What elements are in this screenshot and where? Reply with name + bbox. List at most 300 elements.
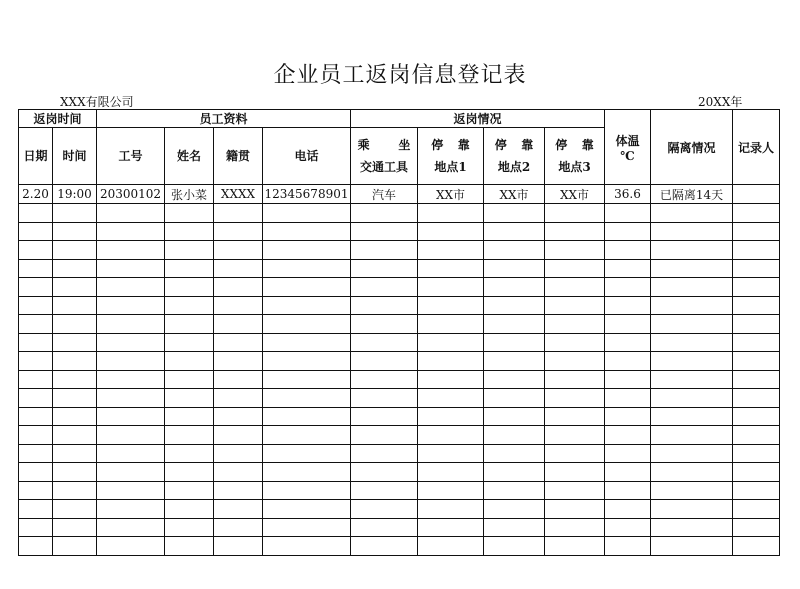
cell-stop3[interactable] <box>545 352 605 371</box>
cell-time[interactable] <box>53 500 97 519</box>
cell-name[interactable] <box>165 204 214 223</box>
cell-employee-id[interactable] <box>97 204 165 223</box>
cell-time[interactable] <box>53 241 97 260</box>
cell-stop3[interactable] <box>545 241 605 260</box>
cell-phone[interactable] <box>263 537 351 556</box>
cell-time[interactable] <box>53 204 97 223</box>
cell-recorder[interactable] <box>733 389 780 408</box>
cell-origin[interactable] <box>214 352 263 371</box>
cell-recorder[interactable] <box>733 296 780 315</box>
cell-date[interactable] <box>19 296 53 315</box>
table-row <box>19 241 780 260</box>
cell-phone[interactable] <box>263 500 351 519</box>
cell-phone[interactable] <box>263 222 351 241</box>
cell-transport[interactable] <box>351 204 418 223</box>
cell-stop3[interactable] <box>545 278 605 297</box>
cell-origin[interactable] <box>214 407 263 426</box>
cell-employee-id[interactable] <box>97 315 165 334</box>
cell-stop1[interactable] <box>418 426 484 445</box>
cell-stop1[interactable] <box>418 463 484 482</box>
table-row <box>19 296 780 315</box>
cell-employee-id[interactable] <box>97 352 165 371</box>
cell-stop2[interactable] <box>484 500 545 519</box>
cell-name[interactable] <box>165 333 214 352</box>
cell-stop2[interactable] <box>484 241 545 260</box>
cell-quarantine[interactable] <box>651 352 733 371</box>
cell-stop1[interactable] <box>418 278 484 297</box>
cell-name[interactable] <box>165 537 214 556</box>
cell-phone[interactable] <box>263 407 351 426</box>
cell-stop3[interactable] <box>545 370 605 389</box>
cell-transport[interactable] <box>351 352 418 371</box>
cell-recorder[interactable] <box>733 370 780 389</box>
cell-transport[interactable] <box>351 518 418 537</box>
cell-recorder[interactable] <box>733 185 780 204</box>
cell-temperature[interactable] <box>605 296 651 315</box>
cell-phone[interactable] <box>263 426 351 445</box>
cell-employee-id[interactable] <box>97 463 165 482</box>
cell-recorder[interactable] <box>733 315 780 334</box>
cell-origin[interactable] <box>214 333 263 352</box>
cell-transport[interactable] <box>351 278 418 297</box>
table-row <box>19 500 780 519</box>
cell-temperature[interactable] <box>605 315 651 334</box>
cell-temperature[interactable] <box>605 241 651 260</box>
cell-origin[interactable] <box>214 500 263 519</box>
table-row <box>19 259 780 278</box>
header-stop1-char1: 停 <box>431 138 444 152</box>
header-time: 时间 <box>53 128 97 185</box>
cell-temperature[interactable] <box>605 222 651 241</box>
cell-phone[interactable] <box>263 444 351 463</box>
cell-time[interactable] <box>53 259 97 278</box>
cell-temperature[interactable] <box>605 500 651 519</box>
cell-stop3[interactable] <box>545 333 605 352</box>
cell-stop3[interactable] <box>545 389 605 408</box>
cell-temperature[interactable] <box>605 259 651 278</box>
cell-time[interactable] <box>53 463 97 482</box>
header-temperature-label: 体温 <box>615 133 640 148</box>
cell-stop3[interactable] <box>545 518 605 537</box>
page-title: 企业员工返岗信息登记表 <box>273 63 527 88</box>
cell-time[interactable] <box>53 333 97 352</box>
cell-employee-id[interactable] <box>97 278 165 297</box>
cell-stop3[interactable] <box>545 463 605 482</box>
header-origin: 籍贯 <box>214 128 263 185</box>
cell-time[interactable] <box>53 537 97 556</box>
cell-name[interactable] <box>165 315 214 334</box>
cell-origin[interactable] <box>214 463 263 482</box>
cell-name[interactable] <box>165 259 214 278</box>
cell-quarantine[interactable] <box>651 222 733 241</box>
cell-quarantine[interactable]: 已隔离14天 <box>651 185 733 204</box>
cell-quarantine[interactable] <box>651 315 733 334</box>
cell-quarantine[interactable] <box>651 407 733 426</box>
cell-stop1[interactable]: XX市 <box>418 185 484 204</box>
cell-time[interactable] <box>53 370 97 389</box>
cell-recorder[interactable] <box>733 518 780 537</box>
cell-name[interactable] <box>165 481 214 500</box>
cell-time[interactable] <box>53 426 97 445</box>
cell-stop2[interactable] <box>484 463 545 482</box>
cell-time[interactable] <box>53 389 97 408</box>
cell-stop2[interactable] <box>484 444 545 463</box>
cell-stop1[interactable] <box>418 315 484 334</box>
cell-phone[interactable] <box>263 481 351 500</box>
cell-date[interactable] <box>19 222 53 241</box>
cell-quarantine[interactable] <box>651 444 733 463</box>
cell-employee-id[interactable] <box>97 481 165 500</box>
cell-name[interactable] <box>165 389 214 408</box>
cell-stop2[interactable] <box>484 204 545 223</box>
cell-quarantine[interactable] <box>651 259 733 278</box>
cell-name[interactable] <box>165 296 214 315</box>
cell-date[interactable] <box>19 278 53 297</box>
cell-stop2[interactable] <box>484 426 545 445</box>
cell-date[interactable] <box>19 389 53 408</box>
cell-date[interactable] <box>19 204 53 223</box>
cell-date[interactable] <box>19 426 53 445</box>
cell-name[interactable] <box>165 370 214 389</box>
cell-stop2[interactable] <box>484 315 545 334</box>
header-stop3 <box>545 128 605 185</box>
cell-temperature[interactable] <box>605 537 651 556</box>
cell-phone[interactable] <box>263 241 351 260</box>
cell-quarantine[interactable] <box>651 500 733 519</box>
registration-table <box>18 109 780 556</box>
cell-recorder[interactable] <box>733 481 780 500</box>
cell-date[interactable] <box>19 407 53 426</box>
cell-stop2[interactable] <box>484 333 545 352</box>
header-return-time: 返岗时间 <box>19 110 97 128</box>
cell-stop2[interactable] <box>484 389 545 408</box>
cell-recorder[interactable] <box>733 444 780 463</box>
cell-time[interactable]: 19:00 <box>53 185 97 204</box>
cell-transport[interactable] <box>351 407 418 426</box>
cell-phone[interactable] <box>263 315 351 334</box>
cell-quarantine[interactable] <box>651 463 733 482</box>
cell-time[interactable] <box>53 315 97 334</box>
table-row <box>19 278 780 297</box>
cell-temperature[interactable] <box>605 426 651 445</box>
cell-stop2[interactable] <box>484 259 545 278</box>
cell-transport[interactable] <box>351 370 418 389</box>
cell-origin[interactable] <box>214 315 263 334</box>
cell-date[interactable] <box>19 333 53 352</box>
header-stop3-char2: 靠 <box>581 138 594 152</box>
table-row <box>19 185 780 204</box>
cell-employee-id[interactable] <box>97 370 165 389</box>
cell-temperature[interactable] <box>605 278 651 297</box>
cell-employee-id[interactable] <box>97 296 165 315</box>
company-name: XXX有限公司 <box>60 95 134 109</box>
cell-stop3[interactable] <box>545 481 605 500</box>
table-row <box>19 518 780 537</box>
cell-stop2[interactable] <box>484 222 545 241</box>
cell-name[interactable] <box>165 241 214 260</box>
cell-time[interactable] <box>53 518 97 537</box>
cell-employee-id[interactable] <box>97 389 165 408</box>
cell-stop2[interactable] <box>484 481 545 500</box>
cell-stop1[interactable] <box>418 352 484 371</box>
cell-date[interactable] <box>19 500 53 519</box>
cell-recorder[interactable] <box>733 537 780 556</box>
cell-date[interactable] <box>19 241 53 260</box>
cell-stop3[interactable] <box>545 259 605 278</box>
cell-stop1[interactable] <box>418 481 484 500</box>
cell-recorder[interactable] <box>733 407 780 426</box>
cell-date[interactable] <box>19 463 53 482</box>
cell-phone[interactable] <box>263 370 351 389</box>
cell-transport[interactable] <box>351 444 418 463</box>
cell-stop2[interactable] <box>484 370 545 389</box>
cell-date[interactable] <box>19 481 53 500</box>
cell-origin[interactable] <box>214 296 263 315</box>
cell-quarantine[interactable] <box>651 333 733 352</box>
cell-stop1[interactable] <box>418 296 484 315</box>
cell-employee-id[interactable] <box>97 537 165 556</box>
header-temperature-unit: ℃ <box>620 148 635 163</box>
cell-quarantine[interactable] <box>651 296 733 315</box>
cell-date[interactable] <box>19 444 53 463</box>
table-row <box>19 315 780 334</box>
cell-transport[interactable]: 汽车 <box>351 185 418 204</box>
header-stop1-char2: 靠 <box>457 138 470 152</box>
cell-time[interactable] <box>53 481 97 500</box>
cell-stop1[interactable] <box>418 518 484 537</box>
cell-stop3[interactable] <box>545 537 605 556</box>
cell-employee-id[interactable] <box>97 241 165 260</box>
cell-recorder[interactable] <box>733 241 780 260</box>
cell-name[interactable]: 张小菜 <box>165 185 214 204</box>
header-name: 姓名 <box>165 128 214 185</box>
cell-employee-id[interactable] <box>97 259 165 278</box>
cell-stop2[interactable] <box>484 278 545 297</box>
cell-employee-id[interactable] <box>97 426 165 445</box>
cell-recorder[interactable] <box>733 222 780 241</box>
cell-recorder[interactable] <box>733 500 780 519</box>
cell-transport[interactable] <box>351 481 418 500</box>
cell-name[interactable] <box>165 463 214 482</box>
cell-stop1[interactable] <box>418 537 484 556</box>
cell-phone[interactable] <box>263 352 351 371</box>
cell-stop3[interactable] <box>545 407 605 426</box>
cell-time[interactable] <box>53 407 97 426</box>
cell-stop3[interactable] <box>545 444 605 463</box>
cell-name[interactable] <box>165 518 214 537</box>
cell-employee-id[interactable] <box>97 518 165 537</box>
cell-employee-id[interactable] <box>97 222 165 241</box>
cell-stop1[interactable] <box>418 407 484 426</box>
cell-time[interactable] <box>53 296 97 315</box>
cell-origin[interactable] <box>214 259 263 278</box>
cell-stop3[interactable] <box>545 204 605 223</box>
cell-stop3[interactable] <box>545 296 605 315</box>
cell-transport[interactable] <box>351 389 418 408</box>
cell-origin[interactable] <box>214 278 263 297</box>
cell-stop3[interactable] <box>545 222 605 241</box>
cell-time[interactable] <box>53 222 97 241</box>
cell-quarantine[interactable] <box>651 278 733 297</box>
cell-name[interactable] <box>165 500 214 519</box>
cell-phone[interactable] <box>263 333 351 352</box>
table-row <box>19 407 780 426</box>
cell-stop1[interactable] <box>418 222 484 241</box>
cell-origin[interactable] <box>214 481 263 500</box>
header-temperature <box>605 110 651 185</box>
header-return-status: 返岗情况 <box>351 110 605 128</box>
cell-transport[interactable] <box>351 537 418 556</box>
cell-date[interactable] <box>19 370 53 389</box>
cell-quarantine[interactable] <box>651 537 733 556</box>
cell-name[interactable] <box>165 426 214 445</box>
header-stop2-line2: 地点2 <box>497 160 531 174</box>
table-row <box>19 481 780 500</box>
cell-transport[interactable] <box>351 500 418 519</box>
table-row <box>19 426 780 445</box>
cell-stop1[interactable] <box>418 370 484 389</box>
cell-stop2[interactable]: XX市 <box>484 185 545 204</box>
cell-stop2[interactable] <box>484 518 545 537</box>
header-transport-char1: 乘 <box>357 138 370 152</box>
header-stop2-char2: 靠 <box>521 138 534 152</box>
cell-temperature[interactable] <box>605 407 651 426</box>
cell-temperature[interactable]: 36.6 <box>605 185 651 204</box>
cell-transport[interactable] <box>351 426 418 445</box>
cell-phone[interactable] <box>263 278 351 297</box>
cell-phone[interactable] <box>263 296 351 315</box>
cell-origin[interactable] <box>214 426 263 445</box>
cell-stop3[interactable] <box>545 426 605 445</box>
cell-date[interactable] <box>19 315 53 334</box>
table-row <box>19 204 780 223</box>
cell-recorder[interactable] <box>733 278 780 297</box>
cell-temperature[interactable] <box>605 389 651 408</box>
cell-stop2[interactable] <box>484 352 545 371</box>
cell-temperature[interactable] <box>605 463 651 482</box>
cell-recorder[interactable] <box>733 463 780 482</box>
cell-stop1[interactable] <box>418 500 484 519</box>
cell-stop3[interactable] <box>545 500 605 519</box>
table-row <box>19 352 780 371</box>
cell-transport[interactable] <box>351 296 418 315</box>
cell-temperature[interactable] <box>605 481 651 500</box>
cell-origin[interactable] <box>214 389 263 408</box>
cell-recorder[interactable] <box>733 426 780 445</box>
cell-phone[interactable] <box>263 259 351 278</box>
cell-stop3[interactable]: XX市 <box>545 185 605 204</box>
cell-stop1[interactable] <box>418 389 484 408</box>
cell-transport[interactable] <box>351 259 418 278</box>
cell-recorder[interactable] <box>733 204 780 223</box>
header-stop2 <box>484 128 545 185</box>
cell-transport[interactable] <box>351 222 418 241</box>
cell-phone[interactable] <box>263 518 351 537</box>
cell-stop1[interactable] <box>418 241 484 260</box>
cell-temperature[interactable] <box>605 370 651 389</box>
cell-time[interactable] <box>53 278 97 297</box>
header-transport-line2: 交通工具 <box>359 160 408 174</box>
cell-origin[interactable] <box>214 370 263 389</box>
cell-time[interactable] <box>53 444 97 463</box>
cell-quarantine[interactable] <box>651 370 733 389</box>
cell-stop1[interactable] <box>418 204 484 223</box>
cell-origin[interactable]: XXXX <box>214 185 263 204</box>
cell-quarantine[interactable] <box>651 241 733 260</box>
cell-temperature[interactable] <box>605 204 651 223</box>
cell-phone[interactable] <box>263 389 351 408</box>
group-header-row <box>19 110 780 128</box>
cell-origin[interactable] <box>214 241 263 260</box>
cell-date[interactable] <box>19 537 53 556</box>
cell-name[interactable] <box>165 278 214 297</box>
cell-stop2[interactable] <box>484 537 545 556</box>
cell-employee-id[interactable] <box>97 333 165 352</box>
cell-date[interactable]: 2.20 <box>19 185 53 204</box>
cell-date[interactable] <box>19 259 53 278</box>
cell-quarantine[interactable] <box>651 426 733 445</box>
cell-recorder[interactable] <box>733 352 780 371</box>
cell-recorder[interactable] <box>733 333 780 352</box>
cell-phone[interactable] <box>263 204 351 223</box>
cell-transport[interactable] <box>351 241 418 260</box>
cell-stop1[interactable] <box>418 259 484 278</box>
header-stop3-line2: 地点3 <box>558 160 591 174</box>
cell-time[interactable] <box>53 352 97 371</box>
cell-stop1[interactable] <box>418 333 484 352</box>
table-row <box>19 389 780 408</box>
cell-phone[interactable]: 12345678901 <box>263 185 351 204</box>
cell-temperature[interactable] <box>605 333 651 352</box>
cell-stop3[interactable] <box>545 315 605 334</box>
cell-stop2[interactable] <box>484 296 545 315</box>
cell-stop2[interactable] <box>484 407 545 426</box>
cell-date[interactable] <box>19 352 53 371</box>
cell-origin[interactable] <box>214 222 263 241</box>
table-row <box>19 222 780 241</box>
cell-name[interactable] <box>165 444 214 463</box>
cell-date[interactable] <box>19 518 53 537</box>
header-recorder: 记录人 <box>733 110 780 185</box>
cell-origin[interactable] <box>214 444 263 463</box>
cell-employee-id[interactable] <box>97 407 165 426</box>
cell-origin[interactable] <box>214 204 263 223</box>
cell-name[interactable] <box>165 407 214 426</box>
cell-phone[interactable] <box>263 463 351 482</box>
cell-transport[interactable] <box>351 315 418 334</box>
table-row <box>19 333 780 352</box>
cell-quarantine[interactable] <box>651 481 733 500</box>
cell-quarantine[interactable] <box>651 389 733 408</box>
cell-quarantine[interactable] <box>651 204 733 223</box>
cell-name[interactable] <box>165 352 214 371</box>
header-transport-char2: 坐 <box>398 138 411 152</box>
cell-origin[interactable] <box>214 537 263 556</box>
cell-origin[interactable] <box>214 518 263 537</box>
cell-name[interactable] <box>165 222 214 241</box>
cell-employee-id[interactable]: 20300102 <box>97 185 165 204</box>
cell-temperature[interactable] <box>605 444 651 463</box>
cell-stop1[interactable] <box>418 444 484 463</box>
cell-transport[interactable] <box>351 463 418 482</box>
cell-temperature[interactable] <box>605 518 651 537</box>
cell-transport[interactable] <box>351 333 418 352</box>
cell-temperature[interactable] <box>605 352 651 371</box>
cell-employee-id[interactable] <box>97 444 165 463</box>
cell-employee-id[interactable] <box>97 500 165 519</box>
cell-quarantine[interactable] <box>651 518 733 537</box>
cell-recorder[interactable] <box>733 259 780 278</box>
